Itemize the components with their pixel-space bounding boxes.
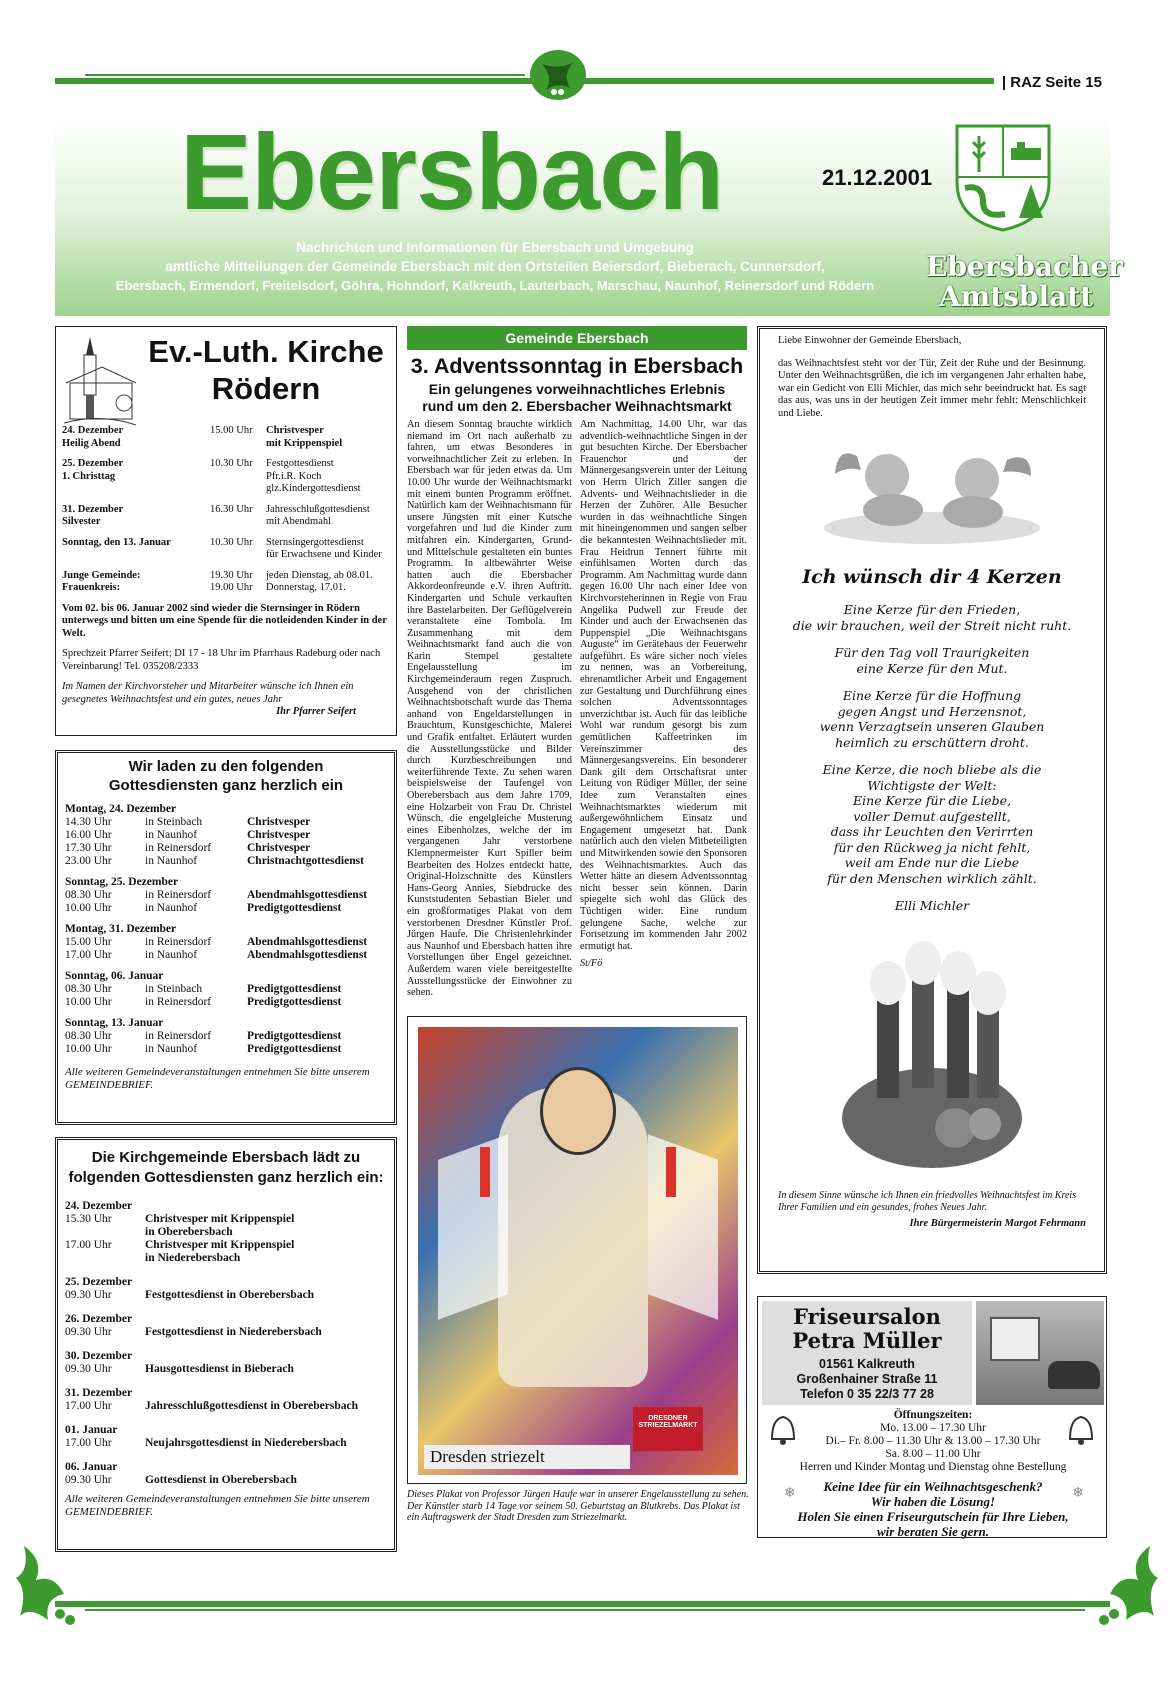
service-event-line: Jahresschlußgottesdienst in Oberebersbach [145, 1400, 358, 1412]
service-event: Abendmahlsgottesdienst [247, 889, 368, 901]
service-day-block [65, 1017, 387, 1056]
service-day-block [65, 1200, 387, 1265]
poster-frame [407, 1016, 747, 1484]
schedule-date-line: Frauenkreis: [62, 582, 121, 593]
schedule-time: 15.00 Uhr [210, 425, 253, 436]
schedule-date-line: 25. Dezember [62, 458, 124, 469]
holly-ornament-icon [528, 48, 588, 102]
hours-note: Herren und Kinder Montag und Dienstag ohne Bestellung [799, 1461, 1067, 1473]
amtsblatt-line-1: Ebersbacher [926, 250, 1123, 283]
slogan-line-2: Wir haben die Lösung! [870, 1494, 996, 1509]
poem-line: für den Rückweg ja nicht fehlt, [833, 839, 1031, 855]
article-column-2 [580, 419, 747, 970]
schedule-event-line: Christvesper [266, 425, 324, 436]
friseur-address-2: Großenhainer Straße 11 [796, 1372, 938, 1386]
schedule-event-line: Sternsingergottesdienst [266, 536, 364, 548]
poster-brand: DRESDNER STRIEZELMARKT [633, 1407, 703, 1451]
service-day-block [65, 1276, 387, 1302]
schedule-event [266, 425, 390, 450]
article-author: St/Fö [580, 958, 603, 970]
poem-line: weil am Ende nur die Liebe [844, 855, 1020, 870]
buergermeisterin-letter [757, 326, 1107, 1274]
service-row [65, 949, 387, 962]
service-event: Abendmahlsgottesdienst [247, 949, 368, 961]
schedule-event-line: Pfr.i.R. Koch [266, 470, 322, 482]
poem-body [778, 602, 1086, 914]
friseur-address [762, 1357, 972, 1402]
service-day: 24. Dezember [65, 1200, 133, 1212]
schedule-date [62, 537, 210, 562]
schedule-date-line: Silvester [62, 516, 101, 527]
church-drawing-icon [64, 333, 136, 429]
service-event [145, 1363, 387, 1376]
service-event: Christvesper [247, 829, 311, 841]
schedule-time: 10.30 Uhr [210, 458, 253, 469]
poem-line: Für den Tag voll Traurigkeiten [834, 645, 1030, 660]
service-event: Predigtgottesdienst [247, 1043, 342, 1055]
service-day-block [65, 803, 387, 868]
holly-left-icon [14, 1540, 94, 1630]
article-subhead-line-2: rund um den 2. Ebersbacher Weihnachtsmarkt [422, 398, 732, 414]
subtitle-line-2: amtliche Mitteilungen der Gemeinde Ebersbach mit den Ortsteilen Beiersdorf, Bieberach, Cunnersdorf, [165, 259, 825, 274]
service-event: Christvesper [247, 842, 311, 854]
bottom-rule-thin [85, 1609, 1085, 1611]
schedule-event-line: mit Krippenspiel [266, 437, 343, 449]
friseur-name-line-1: Friseursalon [793, 1304, 941, 1329]
article-subhead [407, 381, 747, 415]
pfarrer-signature: Ihr Pfarrer Seifert [276, 706, 356, 717]
service-day: 26. Dezember [65, 1313, 133, 1325]
schedule-date-line: 24. Dezember [62, 425, 124, 436]
schedule-event [266, 537, 390, 562]
subtitle-line-1: Nachrichten und Informationen für Ebersbach und Umgebung [296, 240, 694, 255]
snowflake-icon-right: ❄ [1072, 1486, 1084, 1501]
poem-line: heimlich zu erschüttern droht. [835, 734, 1029, 750]
service-row [65, 1363, 387, 1376]
service-event-line: Neujahrsgottesdienst in Niederebersbach [145, 1437, 347, 1449]
service-time: 16.00 Uhr [65, 829, 112, 841]
schedule-event-line: glz.Kindergottesdienst [266, 483, 361, 494]
bottom-rule [55, 1601, 1110, 1607]
service-row [65, 1326, 387, 1339]
poem-author: Elli Michler [894, 898, 970, 913]
issue-date: 21.12.2001 [822, 165, 933, 190]
service-event [145, 1474, 387, 1487]
service-row [65, 816, 387, 829]
service-time: 09.30 Uhr [65, 1326, 112, 1338]
service-day: 06. Januar [65, 1461, 118, 1473]
schedule-time: 19.30 Uhr 19.00 Uhr [210, 569, 253, 593]
letter-greeting: Liebe Einwohner der Gemeinde Ebersbach, [778, 335, 962, 346]
service-event-line: Gottesdienst in Oberebersbach [145, 1474, 297, 1486]
service-time: 17.00 Uhr [65, 1437, 112, 1449]
poster-caption-text: Dresden striezelt [424, 1445, 630, 1469]
service-day-block [65, 970, 387, 1009]
service-time: 15.00 Uhr [65, 936, 112, 948]
service-row [65, 1043, 387, 1056]
kirche-roedern-title [142, 333, 390, 407]
service-event-line-2: in Oberebersbach [145, 1226, 233, 1238]
article-subhead-line-1: Ein gelungenes vorweihnachtliches Erlebnis [428, 381, 726, 397]
service-time: 10.00 Uhr [65, 996, 112, 1008]
service-event: Predigtgottesdienst [247, 996, 342, 1008]
hours-title: Öffnungszeiten: [893, 1409, 973, 1421]
kirche-roedern-box [55, 326, 397, 736]
letter-intro: das Weihnachtsfest steht vor der Tür, Zeit der Ruhe und der Besinnung. Unter den Weihnachtsgrüßen, die ich im vergangenen Jahr erhalten habe, war ein Gedicht von Elli Michler, das mich sehr beeindruckt hat. Es sagt das aus, was uns in der heutigen Zeit immer mehr fehlt: Menschlichkeit und Liebe. [778, 357, 1086, 419]
service-event: Christnachtgottesdienst [247, 855, 364, 867]
hours-monday: Mo. 13.00 – 17.30 Uhr [880, 1422, 986, 1434]
amtsblatt-label [926, 250, 1123, 313]
service-row [65, 889, 387, 902]
schedule-row [62, 570, 390, 595]
service-event [145, 1289, 387, 1302]
poem-line: Eine Kerze für den Frieden, [843, 602, 1021, 617]
advent-candles-illustration [837, 928, 1027, 1178]
service-place: in Steinbach [145, 983, 203, 995]
poem-stanza-4 [778, 762, 1086, 886]
service-place: in Reinersdorf [145, 936, 212, 948]
friseur-address-1: 01561 Kalkreuth [819, 1357, 915, 1371]
schedule-row [62, 537, 390, 562]
poem-line: eine Kerze für den Mut. [856, 660, 1008, 676]
service-place: in Reinersdorf [145, 996, 212, 1008]
service-event [145, 1326, 387, 1339]
poem-stanza-3 [778, 688, 1086, 750]
service-row [65, 1289, 387, 1302]
subtitle-line-3: Ebersbach, Ermendorf, Freitelsdorf, Göhra, Hohndorf, Kalkreuth, Lauterbach, Marschau, Naunhof, Reinersdorf und Rödern [115, 278, 875, 293]
service-place: in Reinersdorf [145, 1030, 212, 1042]
service-row [65, 936, 387, 949]
service-event [145, 1213, 387, 1239]
service-event-line: Christvesper mit Krippenspiel [145, 1213, 295, 1225]
friseur-hours [758, 1409, 1108, 1474]
amtsblatt-line-2: Amtsblatt [938, 280, 1094, 313]
service-day-block [65, 1461, 387, 1487]
service-row [65, 1030, 387, 1043]
service-place: in Naunhof [145, 949, 198, 961]
gottesdienste-1-title [65, 757, 387, 795]
letter-closing: In diesem Sinne wünsche ich Ihnen ein friedvolles Weihnachtsfest im Kreis Ihrer Familien und ein gesundes, frohes Neues Jahr. [778, 1189, 1077, 1213]
service-event: Predigtgottesdienst [247, 902, 342, 914]
service-place: in Naunhof [145, 855, 198, 867]
service-day-block [65, 1424, 387, 1450]
poem-line: Eine Kerze, die noch bliebe als die [822, 762, 1042, 777]
poem-line: Wichtigste der Welt: [867, 777, 997, 793]
poem-line: voller Demut aufgestellt, [853, 808, 1011, 824]
service-place: in Naunhof [145, 1043, 198, 1055]
gottesdienste-2-title-line-2: folgenden Gottesdiensten ganz herzlich ein: [68, 1169, 384, 1186]
poem-title: Ich wünsch dir 4 Kerzen [802, 566, 1062, 588]
schedule-event-line: Jahresschlußgottesdienst [266, 503, 370, 515]
poem-line: wenn Verzagtsein unseren Glauben [819, 719, 1045, 734]
schedule-date-line: Sonntag, den 13. Januar [62, 536, 171, 548]
masthead-title: Ebersbach [180, 111, 724, 232]
service-time: 10.00 Uhr [65, 902, 112, 914]
service-event [145, 1437, 387, 1450]
service-event: Predigtgottesdienst [247, 1030, 342, 1042]
service-row [65, 902, 387, 915]
service-row [65, 1437, 387, 1450]
friseur-name-panel [762, 1301, 972, 1405]
service-day-block [65, 1313, 387, 1339]
friseur-name-line-2: Petra Müller [792, 1328, 942, 1353]
service-time: 08.30 Uhr [65, 889, 112, 901]
service-time: 09.30 Uhr [65, 1474, 112, 1486]
schedule-time: 16.30 Uhr [210, 503, 253, 515]
schedule-event-line: Donnerstag, 17.01. [266, 582, 346, 593]
service-day: 31. Dezember [65, 1387, 133, 1399]
gottesdienste-box-1 [55, 750, 397, 1125]
gottesdienste-box-2 [55, 1137, 397, 1552]
letter-signature: Ihre Bürgermeisterin Margot Fehrmann [909, 1217, 1086, 1229]
service-row [65, 1239, 387, 1265]
schedule-event-line: mit Abendmahl [266, 516, 332, 527]
gottesdienste-1-title-line-1: Wir laden zu den folgenden [128, 758, 324, 775]
service-event [145, 1400, 387, 1413]
service-day: Sonntag, 13. Januar [65, 1017, 164, 1029]
pfarrer-greeting: Im Namen der Kirchvorsteher und Mitarbeiter wünsche ich Ihnen ein gesegnetes Weihnachtsfest und ein gutes, neues Jahr [62, 681, 354, 705]
cherubs-illustration [817, 436, 1047, 546]
hours-weekdays: Di.– Fr. 8.00 – 11.30 Uhr & 13.00 – 17.30 Uhr [825, 1435, 1041, 1447]
service-row [65, 842, 387, 855]
service-event-line-2: in Niederebersbach [145, 1252, 241, 1264]
service-place: in Steinbach [145, 816, 203, 828]
service-day: Sonntag, 25. Dezember [65, 876, 179, 888]
service-time: 09.30 Uhr [65, 1363, 112, 1375]
service-day: 01. Januar [65, 1424, 118, 1436]
slogan-line-3: Holen Sie einen Friseurgutschein für Ihre Lieben, [797, 1509, 1069, 1524]
service-event-line: Hausgottesdienst in Bieberach [145, 1363, 294, 1375]
sternsinger-note: Vom 02. bis 06. Januar 2002 sind wieder die Sternsinger in Rödern unterwegs und bitten um eine Spende für die notleidenden Kinder in der Welt. [62, 602, 387, 639]
schedule-date-line: 31. Dezember [62, 503, 124, 515]
service-time: 08.30 Uhr [65, 983, 112, 995]
schedule-row [62, 458, 390, 496]
service-day-block [65, 923, 387, 962]
poem-line: gegen Angst und Herzensnot, [837, 703, 1027, 719]
striezelmarkt-poster-image [418, 1027, 738, 1475]
service-time: 10.00 Uhr [65, 1043, 112, 1055]
schedule-event-line: Festgottesdienst [266, 458, 334, 469]
schedule-event [266, 570, 390, 595]
schedule-event [266, 504, 390, 529]
gottesdienste-1-title-line-2: Gottesdiensten ganz herzlich ein [108, 777, 344, 794]
schedule-date-line: Heilig Abend [62, 437, 121, 449]
service-day-block [65, 1350, 387, 1376]
holly-right-icon [1080, 1540, 1160, 1630]
service-time: 17.00 Uhr [65, 949, 112, 961]
service-time: 17.00 Uhr [65, 1400, 112, 1412]
service-event-line: Festgottesdienst in Oberebersbach [145, 1289, 315, 1301]
schedule-time: 10.30 Uhr [210, 536, 253, 548]
service-row [65, 1400, 387, 1413]
schedule-date-line: 1. Christtag [62, 470, 116, 482]
coat-of-arms-icon [953, 122, 1053, 234]
hours-saturday: Sa. 8.00 – 11.00 Uhr [885, 1448, 981, 1460]
kirche-title-line-1: Ev.-Luth. Kirche [148, 334, 384, 369]
service-day: 30. Dezember [65, 1350, 133, 1362]
service-row [65, 829, 387, 842]
slogan-line-1: Keine Idee für ein Weihnachtsgeschenk? [823, 1479, 1043, 1494]
service-event-line: Christvesper mit Krippenspiel [145, 1239, 295, 1251]
article-headline: 3. Adventssonntag in Ebersbach [410, 354, 744, 378]
service-day: Montag, 24. Dezember [65, 803, 177, 815]
service-time: 15.30 Uhr [65, 1213, 112, 1225]
article-column-1: An diesem Sonntag brauchte wirklich niemand im Ort nach außerhalb zu fahren, um etwas Besonderes in vorweihnachtlicher Zeit zu erleben. In Ebersbach war für jeden etwas da. Um 10.00 Uhr wurde der Weihnachtsmarkt mit einem bunten Programm eröffnet. Natürlich kam der Weihnachtsmann für unsere Jüngsten mit einer Kutsche vorgefahren und lud die Kinder zum mitfahren ein. Kindergarten, Grund- und Mittelschule gestalteten ein buntes Programm. In altbewährter Weise hatten auch die Ebersbacher Akkordeonfreunde e.V. ihren Auftritt. Kindergarten und Schule verkauften ihre Bastelarbeiten. Der Geflügelverein veranstaltete eine Tombola. Im Zusammenhang mit dem Weihnachtsmarkt fand auch die von Karin Stempel gestaltete Engelausstellung im Kirchgemeinderaum regen Zuspruch. Ausgehend von der christlichen Weihnachtsbotschaft wurde das Thema anhand von Engeldarstellungen in Brauchtum, Kunstgeschichte, Malerei und Grafik entfaltet. Erläutert wurden die Ausstellungsstücke und Bilder durch Kurzbeschreibungen und weiterführende Texte. Zu sehen waren beispielsweise der Taufengel von Oberebersbach aus dem Jahre 1709, eine Holzarbeit von Frau Dr. Christel Wünsch, die engelgleiche Musterung eines Eibenholzes, welche der im vergangenen Jahr verstorbene Klempnermeister Kurt Spiller beim Bearbeiten des Holzes entdeckt hatte, Original-Holzschnitte des Künstlers Hans-Georg Annies, Siebdrucke des Kunststudenten Sebastian Bieler und ein großformatiges Plakat von dem verstorbenen Dresdner Künstler Prof. Jürgen Haufe. Die Christenlehrkinder aus Naunhof und Ebersbach hatten ihre Vorstellungen über Engel gezeichnet. Außerdem waren viele bereitgestellte Ausstellungsstücke der Einwohner zu sehen. [407, 419, 572, 999]
slogan-line-4: wir beraten Sie gern. [877, 1524, 989, 1539]
poem-line: Eine Kerze für die Hoffnung [842, 688, 1022, 703]
poem-line: für den Menschen wirklich zählt. [827, 870, 1037, 886]
gottesdienste-2-list [65, 1200, 387, 1487]
service-event: Christvesper [247, 816, 311, 828]
schedule-event [266, 458, 390, 496]
service-row [65, 983, 387, 996]
poem-stanza-2 [778, 645, 1086, 676]
service-event: Abendmahlsgottesdienst [247, 936, 368, 948]
gottesdienste-2-title [65, 1148, 387, 1188]
poster-caption: Dieses Plakat von Professor Jürgen Haufe war in unserer Engelausstellung zu sehen. Der Künstler starb 14 Tage vor seinem 50. Geburtstag an Blutkrebs. Das Plakat ist ein Auftragswerk der Stadt Dresden zum Striezelmarkt. [407, 1489, 749, 1523]
sprechzeit-note: Sprechzeit Pfarrer Seifert; DI 17 - 18 Uhr im Pfarrhaus Radeburg oder nach Vereinbarung! Tel. 035208/2333 [62, 648, 381, 672]
poem-stanza-1 [778, 602, 1086, 633]
service-row [65, 996, 387, 1009]
service-place: in Reinersdorf [145, 889, 212, 901]
friseur-advertisement [757, 1296, 1107, 1538]
service-day-block [65, 1387, 387, 1413]
service-day: Montag, 31. Dezember [65, 923, 177, 935]
gottesdienste-2-footer: Alle weiteren Gemeindeveranstaltungen entnehmen Sie bitte unserem GEMEINDEBRIEF. [65, 1493, 370, 1518]
service-row [65, 1474, 387, 1487]
service-place: in Naunhof [145, 829, 198, 841]
schedule-date [62, 570, 210, 595]
poem-line: dass ihr Leuchten den Verirrten [830, 824, 1034, 839]
service-time: 09.30 Uhr [65, 1289, 112, 1301]
salon-photo [976, 1301, 1104, 1405]
snowflake-icon: ❄ [784, 1486, 796, 1501]
schedule-row [62, 504, 390, 529]
poem-line: die wir brauchen, weil der Streit nicht ruht. [792, 617, 1072, 633]
service-event: Predigtgottesdienst [247, 983, 342, 995]
gottesdienste-2-title-line-1: Die Kirchgemeinde Ebersbach lädt zu [91, 1149, 361, 1166]
service-place: in Naunhof [145, 902, 198, 914]
friseur-phone: Telefon 0 35 22/3 77 28 [800, 1387, 934, 1401]
service-time: 23.00 Uhr [65, 855, 112, 867]
schedule-date [62, 458, 210, 496]
service-day: Sonntag, 06. Januar [65, 970, 164, 982]
service-day: 25. Dezember [65, 1276, 133, 1288]
schedule-event-line: jeden Dienstag, ab 08.01. [266, 569, 373, 581]
friseur-slogan [758, 1479, 1108, 1539]
service-row [65, 1213, 387, 1239]
gemeinde-section-bar: Gemeinde Ebersbach [407, 326, 747, 350]
page-reference: | RAZ Seite 15 [994, 74, 1110, 91]
schedule-date-line: Junge Gemeinde: [62, 569, 141, 581]
service-place: in Reinersdorf [145, 842, 212, 854]
service-time: 17.30 Uhr [65, 842, 112, 854]
top-rule-thin [85, 74, 525, 76]
gottesdienste-1-list [65, 803, 387, 1056]
gottesdienste-1-footer: Alle weiteren Gemeindeveranstaltungen entnehmen Sie bitte unserem GEMEINDEBRIEF. [65, 1066, 370, 1091]
poem-line: Eine Kerze für die Liebe, [853, 793, 1011, 808]
service-event [145, 1239, 387, 1265]
friseur-name [762, 1305, 972, 1353]
service-time: 08.30 Uhr [65, 1030, 112, 1042]
service-day-block [65, 876, 387, 915]
article-column-2-text: Am Nachmittag, 14.00 Uhr, war das adventlich-weihnachtliche Singen in der gut besuchten Kirche. Der Ebersbacher Frauenchor und der Männergesangsverein unter der Leitung von Herrn Ulrich Ziller sangen die Advents- und Weihnachtslieder in die Herzen der Zuhörer. Alle Besucher wurden in das weihnachtliche Singen mit hineingenommen und sangen selber die bekanntesten Weihnachtslieder mit. Frau Heidrun Tennert führte mit einfühlsamen Worten durch das Programm. Am Nachmittag wurde dann gegen 16.00 Uhr nach einer Idee von Kirchvorsteherinnen in Regie von Frau Angelika Pudwell zur Freude der Kinder und auch der Erwachsenen das Puppenspiel „Die Weihnachtsgans Auguste“ im Gerätehaus der Feuerwehr aufgeführt. Es wäre sicher noch vieles zu nennen, was an Vorbereitung, ehrenamtlicher Arbeit und Engagement zur Gestaltung und Durchführung eines solchen Adventssonntages unverzichtbar ist. Auch für das leibliche Wohl war rundum gesorgt bis zum gemütlichen Kaffeetrinken im Vereinszimmer des Männergesangsvereins. Ein besonderer Dank gilt dem Ortschaftsrat unter Leitung von Rüdiger Müller, der seine Idee zum Veranstalten eines Weihnachtsmarktes wiederum mit außergewöhnlichem Einsatz und Engagement umgesetzt hat. Dank natürlich auch den vielen Mitbeteiligten und Mitwirkenden sowie den Sponsoren des Weihnachtsmarktes. Auch das Wetter hätte an diesem Adventssonntag nicht besser sein können. Darin spiegelte sich wohl das Glück des Tüchtigen wider. Eine rundum gelungene Sache, welche zur Fortsetzung im kommenden Jahr 2002 ermutigt hat. [580, 419, 747, 952]
service-row [65, 855, 387, 868]
service-event-line: Festgottesdienst in Niederebersbach [145, 1326, 322, 1338]
kirche-roedern-schedule [62, 425, 390, 595]
service-time: 17.00 Uhr [65, 1239, 112, 1251]
schedule-event-line: für Erwachsene und Kinder [266, 549, 382, 560]
schedule-date [62, 504, 210, 529]
service-time: 14.30 Uhr [65, 816, 112, 828]
kirche-title-line-2: Rödern [211, 371, 321, 406]
